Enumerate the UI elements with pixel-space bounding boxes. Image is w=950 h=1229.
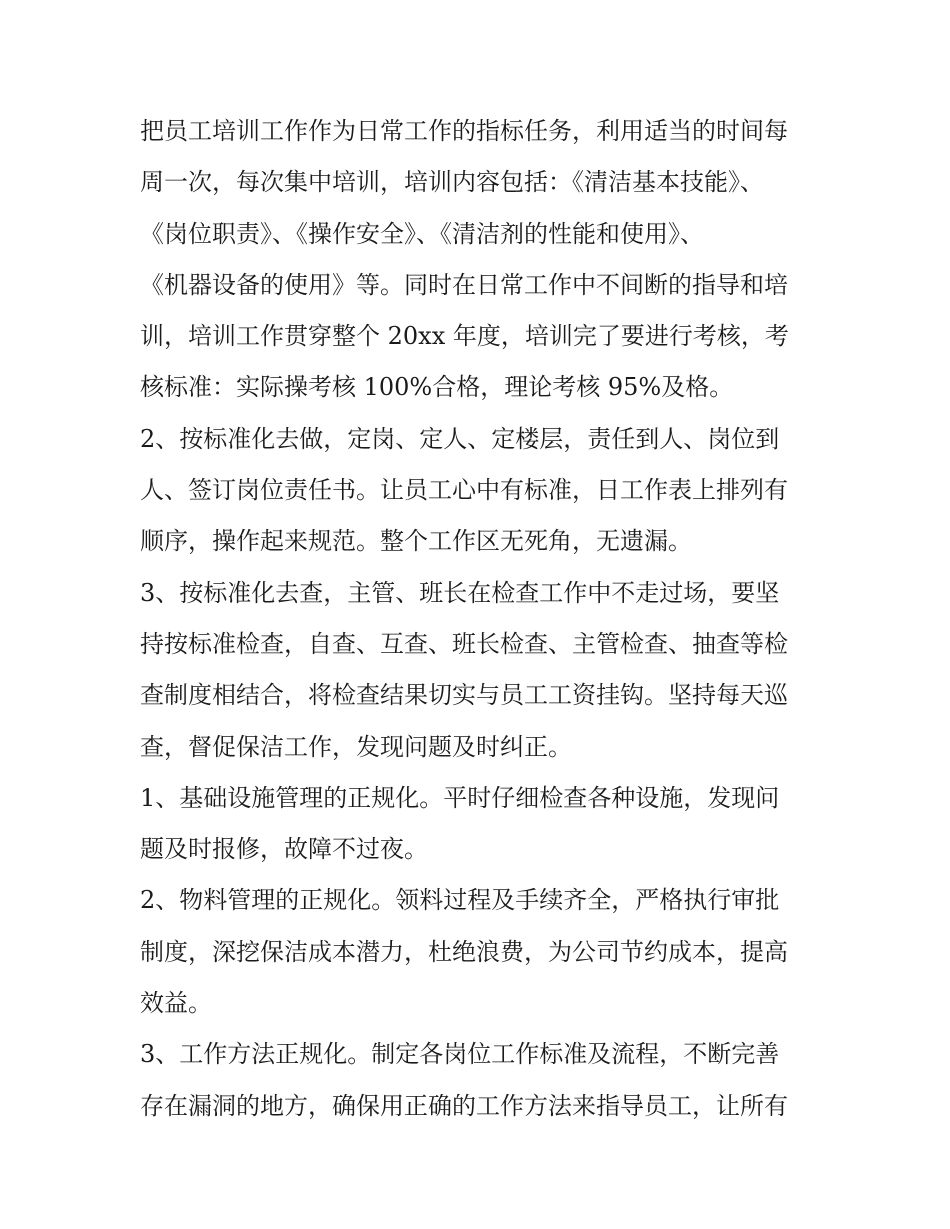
text-line: 核标准：实际操考核 100%合格，理论考核 95%及格。 bbox=[140, 373, 734, 402]
text-line: 周一次，每次集中培训，培训内容包括：《清洁基本技能》、 bbox=[140, 168, 764, 197]
text-line: 训，培训工作贯穿整个 20xx 年度，培训完了要进行考核，考 bbox=[140, 322, 789, 351]
text-line: 3、工作方法正规化。制定各岗位工作标准及流程，不断完善 bbox=[140, 1040, 780, 1069]
text-line: 《岗位职责》、《操作安全》、《清洁剂的性能和使用》、 bbox=[140, 219, 704, 248]
text-line: 《机器设备的使用》等。同时在日常工作中不间断的指导和培 bbox=[140, 270, 788, 299]
text-line: 持按标准检查，自查、互查、班长检查、主管检查、抽查等检 bbox=[140, 629, 788, 658]
text-line: 3、按标准化去查，主管、班长在检查工作中不走过场，要坚 bbox=[140, 578, 780, 607]
text-line: 效益。 bbox=[140, 989, 212, 1018]
document-body bbox=[140, 106, 820, 1132]
text-line: 制度，深挖保洁成本潜力，杜绝浪费，为公司节约成本，提高 bbox=[140, 937, 788, 966]
text-line: 1、基础设施管理的正规化。平时仔细检查各种设施，发现问 bbox=[140, 783, 780, 812]
text-line: 存在漏洞的地方，确保用正确的工作方法来指导员工，让所有 bbox=[140, 1091, 788, 1120]
text-line: 人、签订岗位责任书。让员工心中有标准，日工作表上排列有 bbox=[140, 476, 788, 505]
text-line: 查，督促保洁工作，发现问题及时纠正。 bbox=[140, 732, 572, 761]
text-line: 把员工培训工作作为日常工作的指标任务，利用适当的时间每 bbox=[140, 117, 788, 145]
text-line: 顺序，操作起来规范。整个工作区无死角，无遗漏。 bbox=[140, 527, 692, 556]
text-line: 2、按标准化去做，定岗、定人、定楼层，责任到人、岗位到 bbox=[140, 424, 780, 453]
text-line: 查制度相结合，将检查结果切实与员工工资挂钩。坚持每天巡 bbox=[140, 681, 788, 710]
text-line: 题及时报修，故障不过夜。 bbox=[140, 835, 428, 864]
text-line: 2、物料管理的正规化。领料过程及手续齐全，严格执行审批 bbox=[140, 886, 780, 915]
